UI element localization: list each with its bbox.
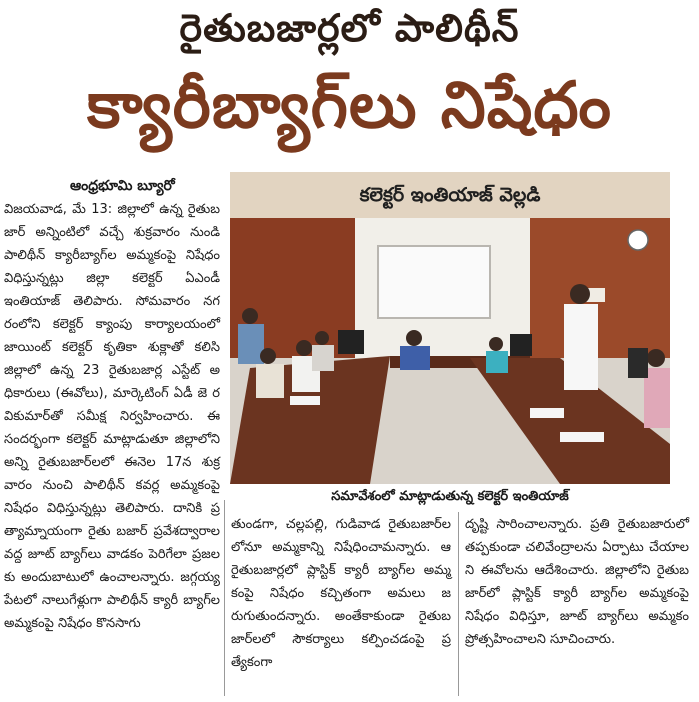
wall-clock [628,230,648,250]
column-1-text: విజయవాడ, మే 13: జిల్లాలో ఉన్న రైతుబజార్ అన్నింటిలో వచ్చే శుక్రవారం నుండి పాలిథీన్ క్యారీబ్యాగ్‌ల అమ్మకంపై నిషేధం విధిస్తున్నట్లు జిల్లా కలెక్టర్ ఏఎండీ ఇంతియాజ్ తెలిపారు. సోమవారం నగరంలోని కలెక్టర్ క్యాంపు కార్యాలయంలో జాయింట్ కలెక్టర్ కృతికా శుక్లాతో కలిసి జిల్లాలో ఉన్న 23 రైతుబజార్ల ఎస్టేట్ అధికారులు (ఈవోలు), మార్కెటింగ్ ఏడీ జె రవికుమార్‌తో సమీక్ష నిర్వహించారు. ఈ సందర్భంగా కలెక్టర్ మాట్లాడుతూ జిల్లాలోని అన్ని రైతుబజార్‌లలో ఈనెల 17న శుక్రవారం నుంచి పాలిథీన్ కవర్ల అమ్మకంపై నిషేధం విధిస్తున్నట్లు తెలిపారు. దానికి ప్రత్యామ్నాయంగా రైతు బజార్ ప్రవేశద్వారాల వద్ద జూట్ బ్యాగ్‌లు వాడకం పెరిగేలా ప్రజలకు అందుబాటులో ఉంచాలన్నారు. జగ్గయ్యపేటలో నాలుగేళ్లుగా పాలిథీన్ క్యారీ బ్యాగ్‌ల అమ్మకంపై నిషేధం కొనసాగు [4,202,220,631]
column-divider [224,500,225,696]
article-headline: క్యారీబ్యాగ్‌లు నిషేధం [87,69,612,143]
chair [510,334,532,356]
chair [338,330,364,354]
article-column-2 [231,513,451,674]
article-column-3 [465,513,689,651]
bureau-credit: ఆంధ్రభూమి బ్యూరో [70,178,175,194]
photo-block [230,172,670,484]
column-3-text: దృష్టి సారించాలన్నారు. ప్రతి రైతుబజారులో తప్పకుండా చలివేంద్రాలను ఏర్పాటు చేయాలని ఈవోలను ఆదేశించారు. జిల్లాలోని రైతుబజార్‌లో ప్లాస్టిక్ క్యారీ బ్యాగ్‌ల అమ్మకంపై నిషేధం విధిస్తూ, జూట్ బ్యాగ్‌లు అమ్మకం ప్రోత్సహించాలని సూచించారు. [465,517,689,647]
column-2-text: తుండగా, చల్లపల్లి, గుడివాడ రైతుబజార్‌లలోనూ అమ్మకాన్ని నిషేధించామన్నారు. ఆ రైతుబజార్లలో ప్లాస్టిక్ క్యారీ బ్యాగ్‌ల అమ్మకంపై నిషేధం కచ్చితంగా అమలు జరుగుతుందన్నారు. అంతేకాకుండా రైతుబజార్‌లలో సౌకర్యాలు కల్పించడంపై ప్రత్యేకంగా [231,517,451,670]
whiteboard [378,246,490,318]
article-column-1 [4,198,220,635]
chair [628,348,648,378]
article-kicker: రైతుబజార్లలో పాలిథీన్ [179,6,520,50]
column-divider [458,512,459,696]
photo-caption-top: కలెక్టర్ ఇంతియాజ్ వెల్లడి [230,172,670,218]
meeting-photo [230,218,670,484]
photo-caption-bottom: సమావేశంలో మాట్లాడుతున్న కలెక్టర్ ఇంతియాజ్ [331,489,569,504]
